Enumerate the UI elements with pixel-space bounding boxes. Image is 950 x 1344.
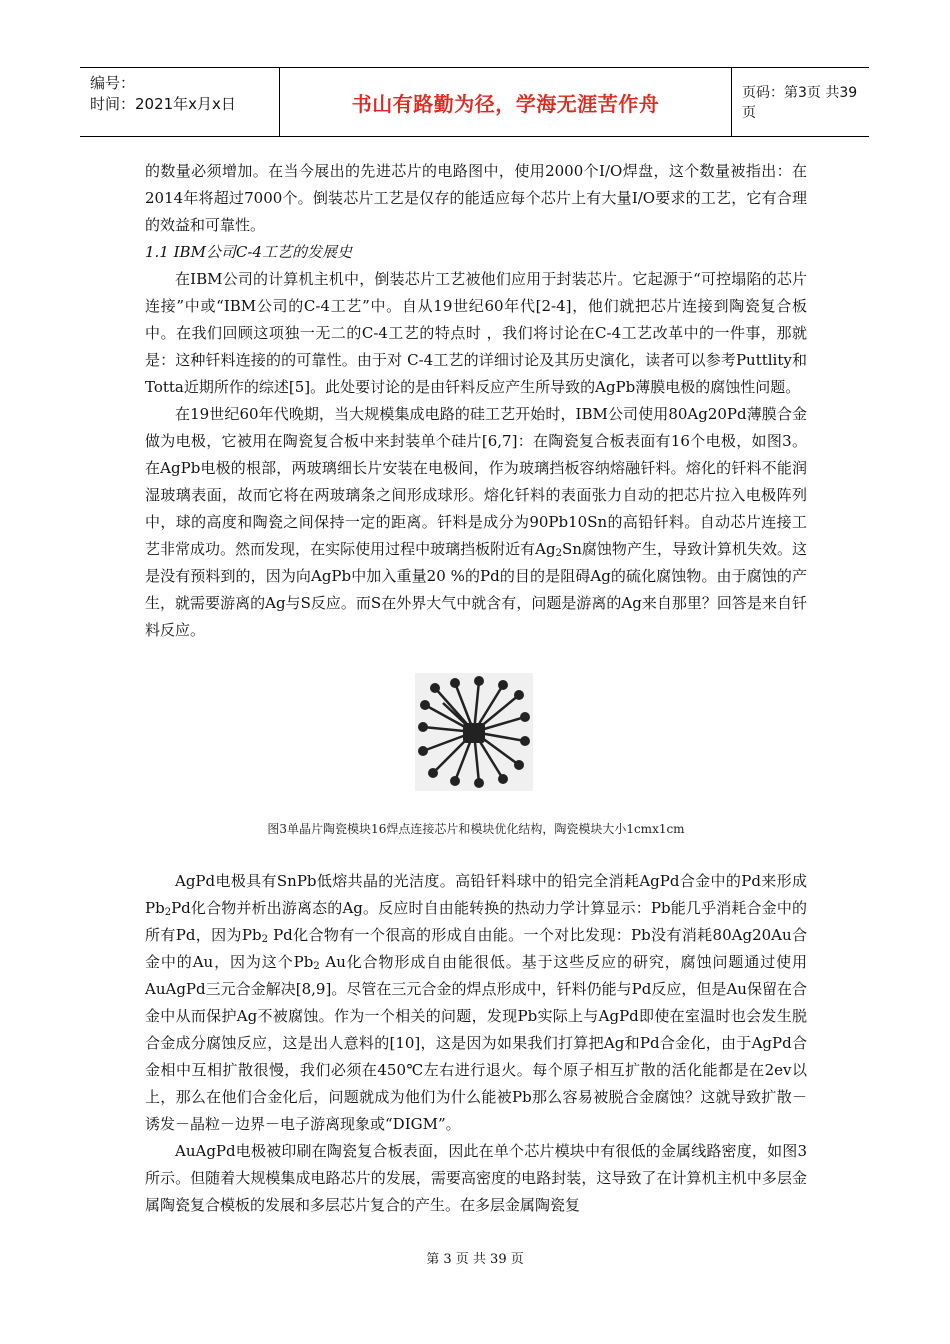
paragraph-2: 在19世纪60年代晚期，当大规模集成电路的硅工艺开始时，IBM公司使用80Ag20Pd薄膜合金做为电极，它被用在陶瓷复合板中来封装单个硅片[6,7]：在陶瓷复合板表面有16个电极，如图3。在AgPb电极的根部，两玻璃细长片安装在电极间，作为玻璃挡板容纳熔融钎料。熔化的钎料不能润湿玻璃表面，故而它将在两玻璃条之间形成球形。熔化钎料的表面张力自动的把芯片拉入电极阵列中，球的高度和陶瓷之间保持一定的距离。钎料是成分为90Pb10Sn的高铅钎料。自动芯片连接工艺非常成功。然而发现，在实际使用过程中玻璃挡板附近有$Ag_2Sn$腐蚀物产生，导致计算机失效。这是没有预料到的，因为向AgPb中加入重量20 %的Pd的目的是阻碍Ag的硫化腐蚀物。由于腐蚀的产生，就需要游离的Ag与S反应。而S在外界大气中就含有，问题是游离的Ag来自那里？回答是来自钎料反应。 [145,405,807,639]
paragraph-continuation: 的数量必须增加。在当今展出的先进芯片的电路图中，使用2000个I/O焊盘，这个数量被指出：在2014年将超过7000个。倒装芯片工艺是仅存的能适应每个芯片上有大量I/O要求的工艺，它有合理的效益和可靠性。 [145,162,807,234]
paragraph-3: AgPd电极具有SnPb低熔共晶的光洁度。高铅钎料球中的铅完全消耗AgPd合金中的Pd来形成$Pb_2Pd$化合物并析出游离态的Ag。反应时自由能转换的热动力学计算显示：Pb能几乎消耗合金中的所有Pd，因为$Pb_2$ Pd化合物有一个很高的形成自由能。一个对比发现：Pb没有消耗80Ag20Au合金中的Au，因为这个$Pb_2$ Au化合物形成自由能很低。基于这些反应的研究，腐蚀问题通过使用AuAgPd三元合金解决[8,9]。尽管在三元合金的焊点形成中，钎料仍能与Pd反应，但是Au保留在合金中从而保护Ag不被腐蚀。作为一个相关的问题，发现Pb实际上与AgPd即使在室温时也会发生脱合金成分腐蚀反应，这是出人意料的[10]，这是因为如果我们打算把Ag和Pd合金化，由于AgPd合金相中互相扩散很慢，我们必须在450℃左右进行退火。每个原子相互扩散的活化能都是在2ev以上，那么在他们合金化后，问题就成为他们为什么能被Pb那么容易被脱合金腐蚀？这就导致扩散－诱发－晶粒－边界－电子游离现象或“DIGM”。 [145,872,808,1133]
section-heading: 1.1 IBM公司C-4工艺的发展史 [145,243,353,261]
ceramic-module-image [415,673,533,791]
figure-caption: 图3单晶片陶瓷模块16焊点连接芯片和模块优化结构，陶瓷模块大小1cmx1cm [267,822,685,836]
paragraph-1: 在IBM公司的计算机主机中，倒装芯片工艺被他们应用于封装芯片。它起源于“可控塌陷的芯片连接”中或“IBM公司的C-4工艺”中。自从19世纪60年代[2-4]，他们就把芯片连接到陶瓷复合板中。在我们回顾这项独一无二的C-4工艺的特点时 ，我们将讨论在C-4工艺改革中的一件事，那就是：这种钎料连接的的可靠性。由于对 C-4工艺的详细讨论及其历史演化，读者可以参考Puttlity和Totta近期所作的综述[5]。此处要讨论的是由钎料反应产生所导致的AgPb薄膜电极的腐蚀性问题。 [145,270,807,396]
header-date: 时间：2021年x月x日 [90,95,236,113]
page-header [80,67,869,137]
header-page-info: 页码：第3页 共39页 [742,85,858,121]
header-meta [80,68,280,136]
header-motto: 书山有路勤为径，学海无涯苦作舟 [280,68,732,136]
body-block-top [145,158,807,644]
header-number: 编号： [90,74,136,92]
paragraph-4: AuAgPd电极被印刷在陶瓷复合板表面，因此在单个芯片模块中有很低的金属线路密度，如图3所示。但随着大规模集成电路芯片的发展，需要高密度的电路封装，这导致了在计算机主机中多层金属陶瓷复合模板的发展和多层芯片复合的产生。在多层金属陶瓷复 [145,1142,807,1214]
body-block-bottom [145,868,807,1219]
figure-ceramic-module [415,673,533,791]
page-footer: 第 3 页 共 39 页 [426,1252,524,1267]
